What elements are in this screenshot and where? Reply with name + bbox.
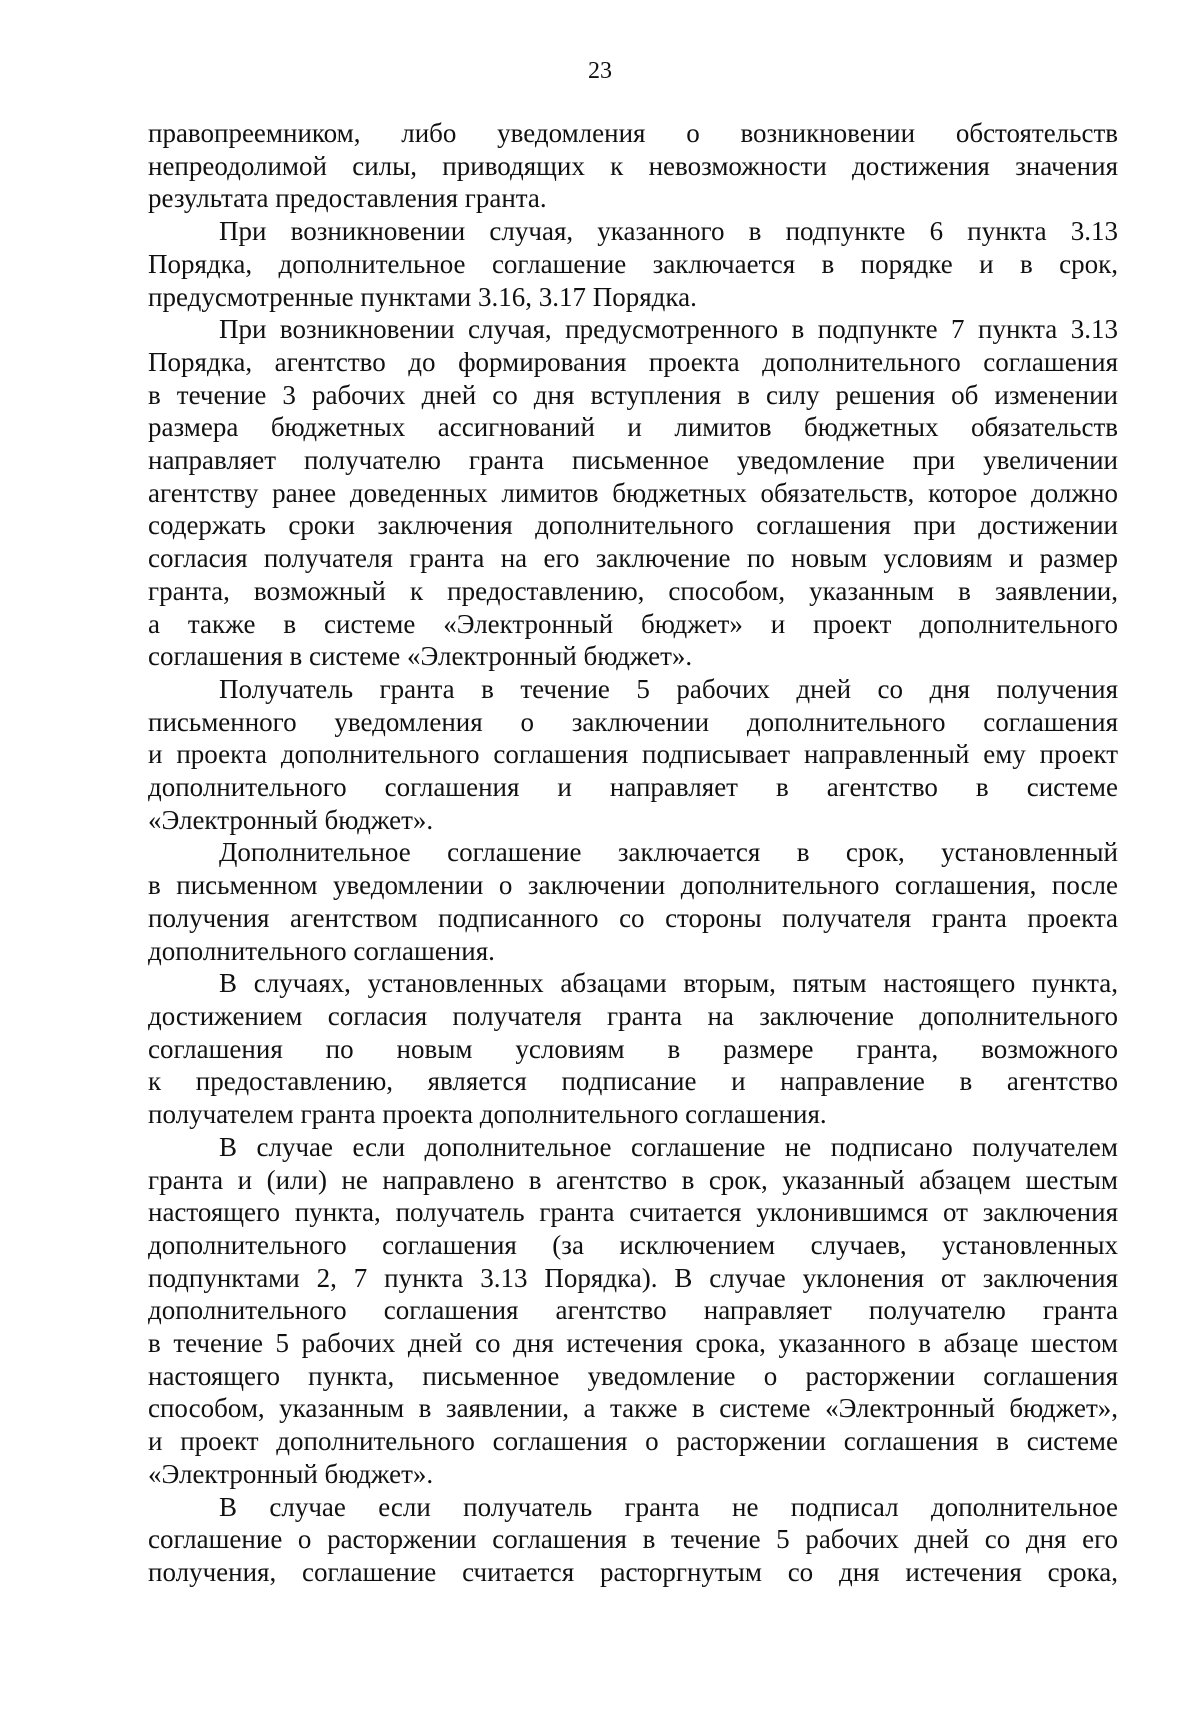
text-line: непреодолимой силы, приводящих к невозможности достижения значения xyxy=(148,150,1118,181)
text-line: получения, соглашение считается расторгнутым со дня истечения срока, xyxy=(148,1556,1118,1587)
text-line: настоящего пункта, получатель гранта считается уклонившимся от заключения xyxy=(148,1197,1118,1228)
text-line: При возникновении случая, указанного в подпункте 6 пункта 3.13 xyxy=(219,216,1118,247)
paragraph xyxy=(148,313,1118,673)
text-line: дополнительного соглашения (за исключением случаев, установленных xyxy=(148,1229,1118,1260)
paragraph xyxy=(148,1491,1118,1589)
paragraph xyxy=(148,836,1118,967)
text-line: предусмотренные пунктами 3.16, 3.17 Порядка. xyxy=(148,281,697,312)
text-line: настоящего пункта, письменное уведомление о расторжении соглашения xyxy=(148,1360,1118,1391)
text-line: в течение 5 рабочих дней со дня истечения срока, указанного в абзаце шестом xyxy=(148,1328,1118,1359)
text-line: размера бюджетных ассигнований и лимитов бюджетных обязательств xyxy=(148,412,1118,443)
text-line: письменного уведомления о заключении дополнительного соглашения xyxy=(148,706,1118,737)
text-line: и проект дополнительного соглашения о расторжении соглашения в системе xyxy=(148,1426,1118,1457)
text-line: соглашение о расторжении соглашения в течение 5 рабочих дней со дня его xyxy=(148,1524,1118,1555)
text-line: в течение 3 рабочих дней со дня вступления в силу решения об изменении xyxy=(148,379,1118,410)
document-body xyxy=(148,117,1118,1589)
text-line: получателем гранта проекта дополнительного соглашения. xyxy=(148,1099,827,1130)
page-number: 23 xyxy=(588,58,612,84)
text-line: «Электронный бюджет». xyxy=(148,1458,434,1489)
paragraph xyxy=(148,673,1118,837)
text-line: Порядка, агентство до формирования проекта дополнительного соглашения xyxy=(148,346,1118,377)
text-line: согласия получателя гранта на его заключение по новым условиям и размер xyxy=(148,543,1118,574)
text-line: правопреемником, либо уведомления о возникновении обстоятельств xyxy=(148,118,1118,148)
text-line: Порядка, дополнительное соглашение заключается в порядке и в срок, xyxy=(148,248,1118,279)
text-line: получения агентством подписанного со стороны получателя гранта проекта xyxy=(148,902,1118,933)
text-line: подпунктами 2, 7 пункта 3.13 Порядка). В случае уклонения от заключения xyxy=(148,1262,1118,1293)
paragraph xyxy=(148,215,1118,313)
text-line: достижением согласия получателя гранта на заключение дополнительного xyxy=(148,1000,1118,1031)
text-line: В случаях, установленных абзацами вторым, пятым настоящего пункта, xyxy=(219,968,1118,999)
paragraph xyxy=(148,1131,1118,1491)
text-line: Дополнительное соглашение заключается в срок, установленный xyxy=(219,837,1118,868)
text-line: Получатель гранта в течение 5 рабочих дней со дня получения xyxy=(219,673,1118,704)
text-line: содержать сроки заключения дополнительного соглашения при достижении xyxy=(148,510,1118,541)
text-line: соглашения по новым условиям в размере гранта, возможного xyxy=(148,1033,1118,1064)
text-line: результата предоставления гранта. xyxy=(148,183,547,214)
text-line: к предоставлению, является подписание и направление в агентство xyxy=(148,1066,1118,1097)
text-line: направляет получателю гранта письменное уведомление при увеличении xyxy=(148,445,1118,476)
text-line: и проекта дополнительного соглашения подписывает направленный ему проект xyxy=(148,739,1118,770)
text-line: а также в системе «Электронный бюджет» и проект дополнительного xyxy=(148,608,1118,639)
text-line: способом, указанным в заявлении, а также в системе «Электронный бюджет», xyxy=(148,1393,1118,1424)
paragraph xyxy=(148,117,1118,215)
text-line: дополнительного соглашения и направляет в агентство в системе xyxy=(148,772,1118,803)
text-line: При возникновении случая, предусмотренного в подпункте 7 пункта 3.13 xyxy=(219,314,1118,345)
text-line: дополнительного соглашения. xyxy=(148,935,495,966)
text-line: агентству ранее доведенных лимитов бюджетных обязательств, которое должно xyxy=(148,477,1118,508)
paragraph xyxy=(148,967,1118,1131)
text-line: в письменном уведомлении о заключении дополнительного соглашения, после xyxy=(148,870,1118,901)
text-line: «Электронный бюджет». xyxy=(148,804,434,835)
text-line: гранта, возможный к предоставлению, способом, указанным в заявлении, xyxy=(148,575,1118,606)
text-line: гранта и (или) не направлено в агентство в срок, указанный абзацем шестым xyxy=(148,1164,1118,1195)
text-line: дополнительного соглашения агентство направляет получателю гранта xyxy=(148,1295,1118,1326)
text-line: соглашения в системе «Электронный бюджет». xyxy=(148,641,693,672)
text-line: В случае если дополнительное соглашение не подписано получателем xyxy=(219,1131,1118,1162)
text-line: В случае если получатель гранта не подписал дополнительное xyxy=(219,1491,1118,1522)
